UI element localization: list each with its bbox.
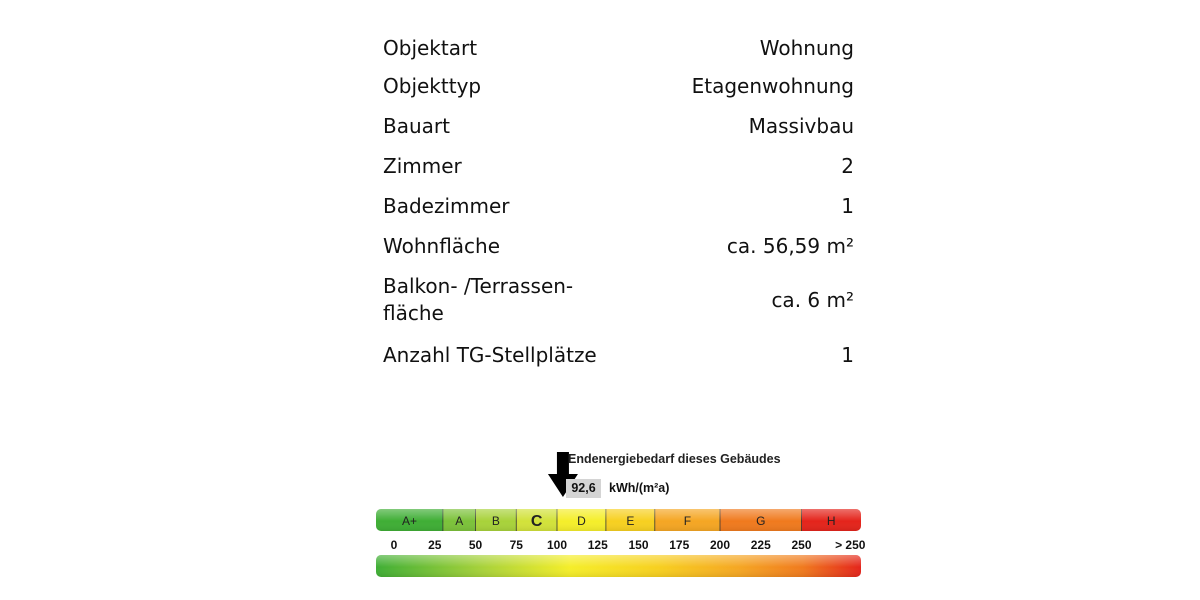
class-label-d: D: [577, 514, 586, 528]
label-wohnflaeche: Wohnfläche: [383, 234, 501, 258]
value-tg-stellplaetze: 1: [841, 343, 854, 367]
energy-scale-graphic: [376, 450, 866, 580]
label-objektart: Objektart: [383, 36, 478, 60]
class-label-c: C: [530, 513, 543, 530]
value-balkonflaeche: ca. 6 m²: [771, 288, 854, 312]
scale-tick-label: 125: [587, 538, 608, 552]
scale-tick-label: 250: [791, 538, 812, 552]
gradient-bar-shine: [376, 555, 861, 577]
class-label-h: H: [826, 514, 836, 528]
class-label-g: G: [756, 514, 766, 528]
label-tg-stellplaetze: Anzahl TG-Stellplätze: [383, 343, 597, 367]
energy-unit: kWh/(m²a): [609, 481, 670, 495]
row-zimmer: [383, 146, 854, 186]
scale-tick-label: 0: [390, 538, 398, 552]
class-label-a: A: [455, 514, 464, 528]
scale-tick-label: 25: [428, 538, 442, 552]
row-wohnflaeche: [383, 226, 854, 266]
class-label-a-plus: A+: [401, 514, 417, 528]
row-badezimmer: [383, 186, 854, 226]
property-details-table: [383, 30, 854, 376]
value-bauart: Massivbau: [748, 114, 854, 138]
label-zimmer: Zimmer: [383, 154, 462, 178]
value-zimmer: 2: [841, 154, 854, 178]
value-objekttyp: Etagenwohnung: [691, 74, 854, 98]
energy-gradient-bar: [376, 555, 861, 577]
scale-tick-label: 100: [546, 538, 568, 552]
scale-tick-label: > 250: [835, 538, 866, 552]
scale-tick-label: 50: [468, 538, 483, 552]
energy-title: Endenergiebedarf dieses Gebäudes: [568, 452, 781, 466]
label-badezimmer: Badezimmer: [383, 194, 510, 218]
row-tg-stellplaetze: [383, 334, 854, 376]
scale-tick-label: 150: [628, 538, 649, 552]
class-band-shine: [376, 509, 861, 531]
value-badezimmer: 1: [841, 194, 854, 218]
class-label-f: F: [683, 514, 692, 528]
scale-tick-label: 200: [709, 538, 731, 552]
scale-tick-label: 75: [509, 538, 523, 552]
class-label-e: E: [626, 514, 635, 528]
row-balkonflaeche: [383, 266, 854, 334]
row-bauart: [383, 106, 854, 146]
energy-certificate-scale: [376, 450, 866, 580]
value-wohnflaeche: ca. 56,59 m²: [726, 234, 854, 258]
energy-scale-labels: [391, 538, 866, 552]
row-objektart: [383, 30, 854, 66]
row-objekttyp: [383, 66, 854, 106]
scale-tick-label: 175: [669, 538, 690, 552]
label-balkonflaeche: Balkon- /Terrassen-fläche: [383, 274, 574, 325]
label-bauart: Bauart: [383, 114, 450, 138]
class-label-b: B: [491, 514, 500, 528]
label-objekttyp: Objekttyp: [383, 74, 482, 98]
energy-value: 92,6: [566, 479, 601, 498]
scale-tick-label: 225: [750, 538, 771, 552]
value-objektart: Wohnung: [759, 36, 854, 60]
